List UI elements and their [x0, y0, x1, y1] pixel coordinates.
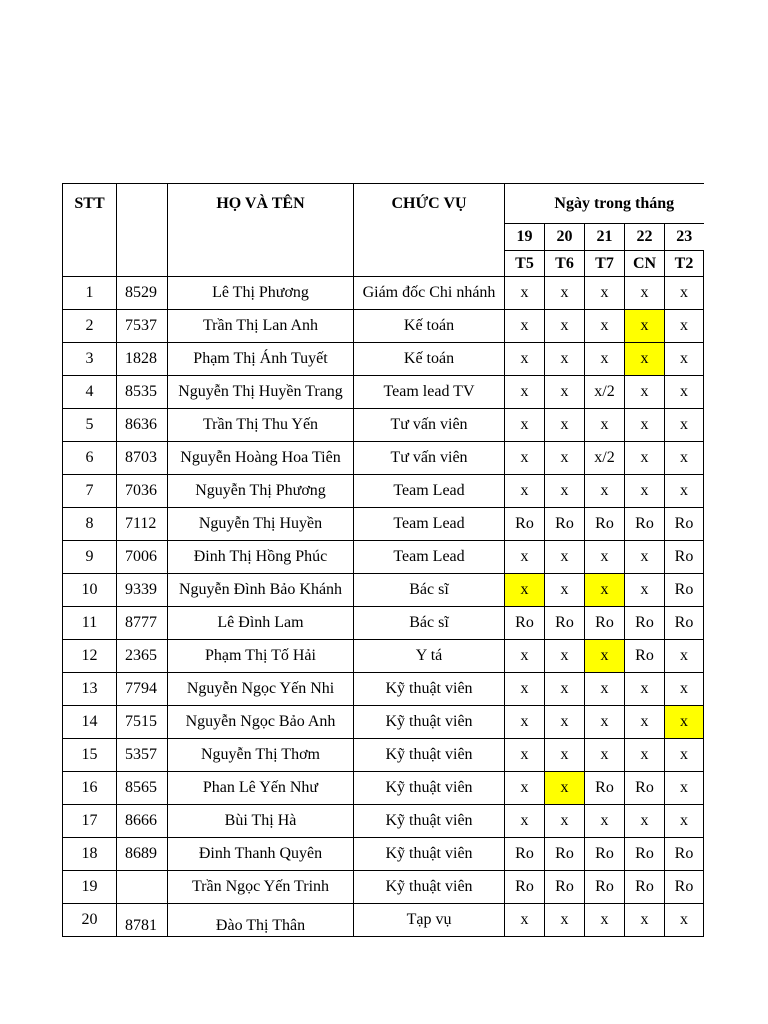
cell-day: x [545, 376, 585, 409]
cell-day: x [585, 640, 625, 673]
header-day: 19 [505, 224, 545, 251]
cell-day: Ro [625, 871, 665, 904]
cell-code: 8666 [117, 805, 168, 838]
header-days-group: Ngày trong tháng [505, 184, 704, 224]
table-row [63, 310, 704, 343]
cell-name: Bùi Thị Hà [168, 805, 354, 838]
cell-code: 7036 [117, 475, 168, 508]
cell-code: 8535 [117, 376, 168, 409]
cell-position: Bác sĩ [354, 574, 505, 607]
cell-position: Bác sĩ [354, 607, 505, 640]
table-row [63, 475, 704, 508]
cell-day: x [505, 904, 545, 937]
table-row [63, 673, 704, 706]
cell-stt: 17 [63, 805, 117, 838]
cell-stt: 9 [63, 541, 117, 574]
cell-code: 7537 [117, 310, 168, 343]
cell-day: x [625, 706, 665, 739]
table-row [63, 607, 704, 640]
cell-day: Ro [665, 574, 704, 607]
cell-code: 8529 [117, 277, 168, 310]
cell-day: x [665, 805, 704, 838]
cell-day: Ro [585, 871, 625, 904]
cell-day: x [585, 277, 625, 310]
cell-day: x [545, 310, 585, 343]
cell-day: x [505, 277, 545, 310]
cell-day: x [585, 706, 625, 739]
cell-code: 7515 [117, 706, 168, 739]
cell-name: Đinh Thanh Quyên [168, 838, 354, 871]
cell-day: Ro [545, 838, 585, 871]
cell-day: x [545, 442, 585, 475]
cell-day: Ro [585, 838, 625, 871]
cell-day: x [545, 475, 585, 508]
cell-name: Đào Thị Thân [168, 904, 354, 937]
cell-day: x [585, 805, 625, 838]
cell-day: x [545, 772, 585, 805]
table-row [63, 574, 704, 607]
cell-day: x [545, 904, 585, 937]
cell-day: x [665, 475, 704, 508]
cell-position: Kỹ thuật viên [354, 805, 505, 838]
cell-position: Team lead TV [354, 376, 505, 409]
cell-day: x [625, 475, 665, 508]
table-row [63, 277, 704, 310]
cell-day: x [585, 409, 625, 442]
cell-day: x [505, 640, 545, 673]
cell-day: x [665, 904, 704, 937]
cell-day: x [665, 772, 704, 805]
cell-day: x [585, 475, 625, 508]
cell-day: Ro [625, 772, 665, 805]
cell-day: x [545, 574, 585, 607]
header-day: 22 [625, 224, 665, 251]
cell-position: Kỹ thuật viên [354, 739, 505, 772]
cell-position: Team Lead [354, 475, 505, 508]
cell-day: Ro [665, 838, 704, 871]
cell-code: 7112 [117, 508, 168, 541]
cell-day: Ro [625, 640, 665, 673]
cell-stt: 12 [63, 640, 117, 673]
cell-day: x [665, 277, 704, 310]
cell-day: x [625, 904, 665, 937]
cell-day: Ro [665, 541, 704, 574]
cell-stt: 18 [63, 838, 117, 871]
cell-day: Ro [585, 772, 625, 805]
cell-day: Ro [625, 838, 665, 871]
header-stt: STT [63, 184, 117, 277]
cell-name: Lê Đình Lam [168, 607, 354, 640]
header-position: CHỨC VỤ [354, 184, 505, 277]
cell-day: Ro [665, 508, 704, 541]
cell-day: x [665, 376, 704, 409]
cell-position: Tư vấn viên [354, 442, 505, 475]
cell-day: x [505, 574, 545, 607]
cell-name: Trần Thị Thu Yến [168, 409, 354, 442]
cell-day: Ro [585, 508, 625, 541]
cell-code: 5357 [117, 739, 168, 772]
cell-code: 8636 [117, 409, 168, 442]
cell-day: x [545, 673, 585, 706]
cell-code: 8689 [117, 838, 168, 871]
cell-day: x [505, 475, 545, 508]
cell-position: Kế toán [354, 310, 505, 343]
cell-code: 8703 [117, 442, 168, 475]
table-row [63, 871, 704, 904]
cell-name: Nguyễn Ngọc Yến Nhi [168, 673, 354, 706]
cell-code: 1828 [117, 343, 168, 376]
table-row [63, 541, 704, 574]
cell-position: Giám đốc Chi nhánh [354, 277, 505, 310]
cell-code: 8781 [117, 904, 168, 937]
cell-code: 8565 [117, 772, 168, 805]
cell-day: x [505, 805, 545, 838]
cell-day: x [505, 706, 545, 739]
header-weekday: T6 [545, 251, 585, 277]
cell-name: Nguyễn Đình Bảo Khánh [168, 574, 354, 607]
cell-day: x [665, 409, 704, 442]
cell-day: Ro [505, 508, 545, 541]
cell-name: Nguyễn Thị Huyền [168, 508, 354, 541]
cell-code: 9339 [117, 574, 168, 607]
cell-position: Tư vấn viên [354, 409, 505, 442]
cell-day: Ro [585, 607, 625, 640]
table-row [63, 706, 704, 739]
cell-name: Nguyễn Thị Thơm [168, 739, 354, 772]
header-day: 23 [665, 224, 704, 251]
attendance-table [62, 183, 704, 937]
cell-day: x [625, 376, 665, 409]
cell-day: Ro [505, 871, 545, 904]
cell-day: x [505, 772, 545, 805]
cell-code: 7794 [117, 673, 168, 706]
cell-day: x [665, 442, 704, 475]
cell-day: Ro [625, 508, 665, 541]
cell-day: x [665, 706, 704, 739]
cell-day: x [545, 409, 585, 442]
cell-name: Nguyễn Hoàng Hoa Tiên [168, 442, 354, 475]
cell-position: Kỹ thuật viên [354, 673, 505, 706]
cell-stt: 6 [63, 442, 117, 475]
cell-stt: 10 [63, 574, 117, 607]
cell-name: Phạm Thị Ánh Tuyết [168, 343, 354, 376]
cell-day: x [545, 277, 585, 310]
header-weekday: T5 [505, 251, 545, 277]
table-row [63, 442, 704, 475]
table-row [63, 343, 704, 376]
cell-day: x [625, 739, 665, 772]
cell-stt: 5 [63, 409, 117, 442]
cell-position: Team Lead [354, 541, 505, 574]
cell-day: x [505, 673, 545, 706]
cell-day: Ro [625, 607, 665, 640]
cell-position: Team Lead [354, 508, 505, 541]
cell-day: x [625, 574, 665, 607]
cell-position: Kỹ thuật viên [354, 706, 505, 739]
cell-code: 2365 [117, 640, 168, 673]
cell-day: x [665, 640, 704, 673]
header-weekday: T7 [585, 251, 625, 277]
cell-day: x [505, 343, 545, 376]
cell-day: Ro [505, 838, 545, 871]
cell-name: Đinh Thị Hồng Phúc [168, 541, 354, 574]
cell-day: x [625, 673, 665, 706]
cell-position: Kế toán [354, 343, 505, 376]
cell-position: Kỹ thuật viên [354, 772, 505, 805]
cell-day: x [545, 706, 585, 739]
cell-day: x/2 [585, 376, 625, 409]
cell-position: Tạp vụ [354, 904, 505, 937]
cell-stt: 16 [63, 772, 117, 805]
cell-day: Ro [665, 871, 704, 904]
cell-day: x [585, 673, 625, 706]
cell-day: Ro [545, 607, 585, 640]
cell-name: Nguyễn Thị Phương [168, 475, 354, 508]
cell-day: x [585, 739, 625, 772]
cell-day: x [585, 904, 625, 937]
cell-day: x [625, 409, 665, 442]
cell-day: x [665, 739, 704, 772]
cell-name: Lê Thị Phương [168, 277, 354, 310]
cell-day: x [585, 574, 625, 607]
table-row [63, 772, 704, 805]
cell-position: Y tá [354, 640, 505, 673]
table-row [63, 409, 704, 442]
cell-day: x [625, 541, 665, 574]
cell-day: x [545, 541, 585, 574]
cell-day: x [665, 310, 704, 343]
cell-name: Nguyễn Ngọc Bảo Anh [168, 706, 354, 739]
cell-day: x [625, 805, 665, 838]
cell-day: x [545, 739, 585, 772]
cell-name: Phạm Thị Tố Hải [168, 640, 354, 673]
cell-day: Ro [545, 508, 585, 541]
header-code [117, 184, 168, 277]
cell-position: Kỹ thuật viên [354, 838, 505, 871]
cell-stt: 2 [63, 310, 117, 343]
cell-stt: 8 [63, 508, 117, 541]
cell-day: x [625, 442, 665, 475]
cell-stt: 4 [63, 376, 117, 409]
cell-day: x [625, 277, 665, 310]
table-row [63, 805, 704, 838]
table-row [63, 508, 704, 541]
cell-day: x [585, 310, 625, 343]
cell-stt: 13 [63, 673, 117, 706]
cell-stt: 14 [63, 706, 117, 739]
header-weekday: T2 [665, 251, 704, 277]
header-weekday: CN [625, 251, 665, 277]
cell-code: 8777 [117, 607, 168, 640]
cell-stt: 7 [63, 475, 117, 508]
cell-day: x [505, 409, 545, 442]
cell-day: Ro [545, 871, 585, 904]
cell-stt: 1 [63, 277, 117, 310]
cell-name: Phan Lê Yến Như [168, 772, 354, 805]
table-row [63, 739, 704, 772]
cell-code: 7006 [117, 541, 168, 574]
table-row [63, 376, 704, 409]
cell-name: Trần Ngọc Yến Trinh [168, 871, 354, 904]
cell-stt: 11 [63, 607, 117, 640]
cell-position: Kỹ thuật viên [354, 871, 505, 904]
cell-day: x [665, 343, 704, 376]
cell-stt: 15 [63, 739, 117, 772]
cell-day: x [505, 442, 545, 475]
cell-day: Ro [505, 607, 545, 640]
cell-day: x [505, 376, 545, 409]
cell-day: x [545, 640, 585, 673]
cell-day: x [585, 343, 625, 376]
cell-day: x [505, 310, 545, 343]
cell-day: x [505, 739, 545, 772]
cell-day: x [505, 541, 545, 574]
table-row [63, 640, 704, 673]
header-row [63, 184, 704, 224]
table-row [63, 904, 704, 937]
cell-day: x [585, 541, 625, 574]
cell-stt: 19 [63, 871, 117, 904]
cell-day: x [625, 310, 665, 343]
header-day: 21 [585, 224, 625, 251]
cell-day: Ro [665, 607, 704, 640]
cell-day: x [545, 343, 585, 376]
cell-stt: 20 [63, 904, 117, 937]
cell-day: x/2 [585, 442, 625, 475]
cell-day: x [545, 805, 585, 838]
cell-day: x [665, 673, 704, 706]
cell-name: Trần Thị Lan Anh [168, 310, 354, 343]
cell-name: Nguyễn Thị Huyền Trang [168, 376, 354, 409]
header-name: HỌ VÀ TÊN [168, 184, 354, 277]
cell-code [117, 871, 168, 904]
cell-day: x [625, 343, 665, 376]
table-row [63, 838, 704, 871]
cell-stt: 3 [63, 343, 117, 376]
header-day: 20 [545, 224, 585, 251]
